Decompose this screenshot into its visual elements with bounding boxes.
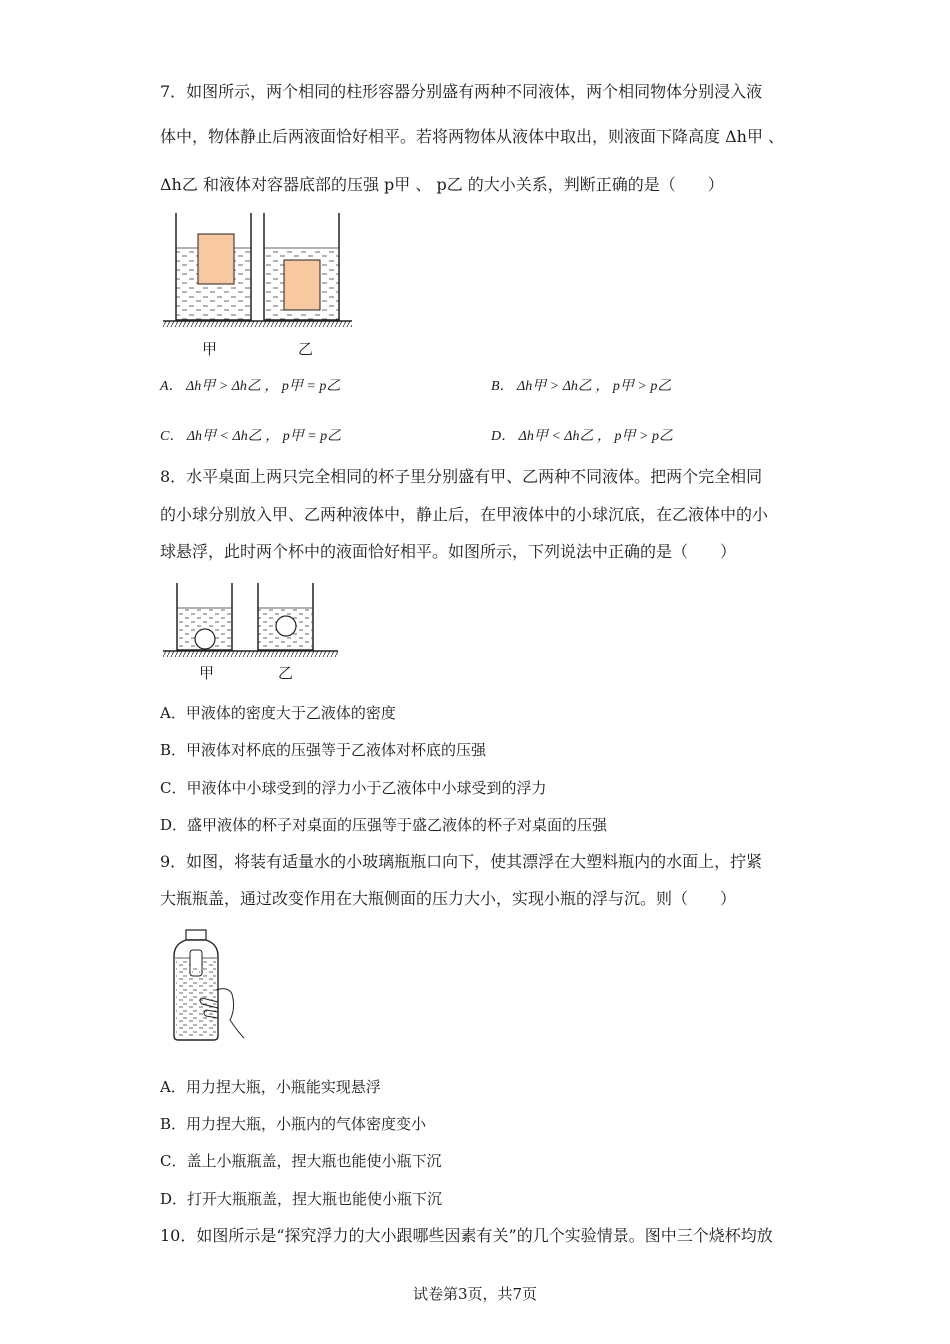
q7-object-left [198,234,234,284]
q8-option-d[interactable]: D．盛甲液体的杯子对桌面的压强等于盛乙液体的杯子对桌面的压强 [160,816,608,834]
q8-ball-left [195,629,215,649]
q7-line-1: 7．如图所示，两个相同的柱形容器分别盛有两种不同液体，两个相同物体分别浸入液 [160,82,763,101]
q7-line-3: Δh乙 和液体对容器底部的压强 p甲 、 p乙 的大小关系，判断正确的是（ ） [160,175,724,194]
q7-option-b[interactable]: B． Δh甲 > Δh乙 ， p甲 > p乙 [491,379,672,394]
q8-ball-right [276,616,296,636]
q9-option-b[interactable]: B．用力捏大瓶，小瓶内的气体密度变小 [160,1115,427,1133]
q8-line-2: 的小球分别放入甲、乙两种液体中，静止后，在甲液体中的小球沉底，在乙液体中的小 [160,505,769,524]
q8-option-a[interactable]: A．甲液体的密度大于乙液体的密度 [160,704,396,722]
q8-option-c[interactable]: C．甲液体中小球受到的浮力小于乙液体中小球受到的浮力 [160,779,547,797]
q9-line-2: 大瓶瓶盖，通过改变作用在大瓶侧面的压力大小，实现小瓶的浮与沉。则（ ） [160,889,737,908]
q7-object-right [284,260,320,310]
q7-option-d[interactable]: D． Δh甲 < Δh乙 ， p甲 > p乙 [491,429,673,444]
q9-figure [168,928,268,1048]
q8-label-left: 甲 [199,664,215,682]
q7-label-right: 乙 [298,340,314,358]
q7-figure [160,213,360,338]
q8-figure [160,583,360,663]
q9-option-d[interactable]: D．打开大瓶瓶盖，捏大瓶也能使小瓶下沉 [160,1190,443,1208]
q9-option-a[interactable]: A．用力捏大瓶，小瓶能实现悬浮 [160,1078,381,1096]
q9-option-c[interactable]: C．盖上小瓶瓶盖，捏大瓶也能使小瓶下沉 [160,1152,442,1170]
q7-label-left: 甲 [202,340,218,358]
q7-option-c[interactable]: C． Δh甲 < Δh乙 ， p甲 = p乙 [160,429,342,444]
q7-line-2: 体中，物体静止后两液面恰好相平。若将两物体从液体中取出，则液面下降高度 Δh甲 、 [160,127,785,146]
q8-option-b[interactable]: B．甲液体对杯底的压强等于乙液体对杯底的压强 [160,741,487,759]
q10-line-1: 10．如图所示是“探究浮力的大小跟哪些因素有关”的几个实验情景。图中三个烧杯均放 [160,1226,773,1245]
q8-line-3: 球悬浮，此时两个杯中的液面恰好相平。如图所示，下列说法中正确的是（ ） [160,542,737,561]
q8-label-right: 乙 [278,664,294,682]
page-footer: 试卷第3页，共7页 [412,1285,538,1303]
q7-option-a[interactable]: A． Δh甲 > Δh乙 ， p甲 = p乙 [160,379,341,394]
q9-line-1: 9．如图，将装有适量水的小玻璃瓶瓶口向下，使其漂浮在大塑料瓶内的水面上，拧紧 [160,852,763,871]
q8-line-1: 8．水平桌面上两只完全相同的杯子里分别盛有甲、乙两种不同液体。把两个完全相同 [160,467,763,486]
